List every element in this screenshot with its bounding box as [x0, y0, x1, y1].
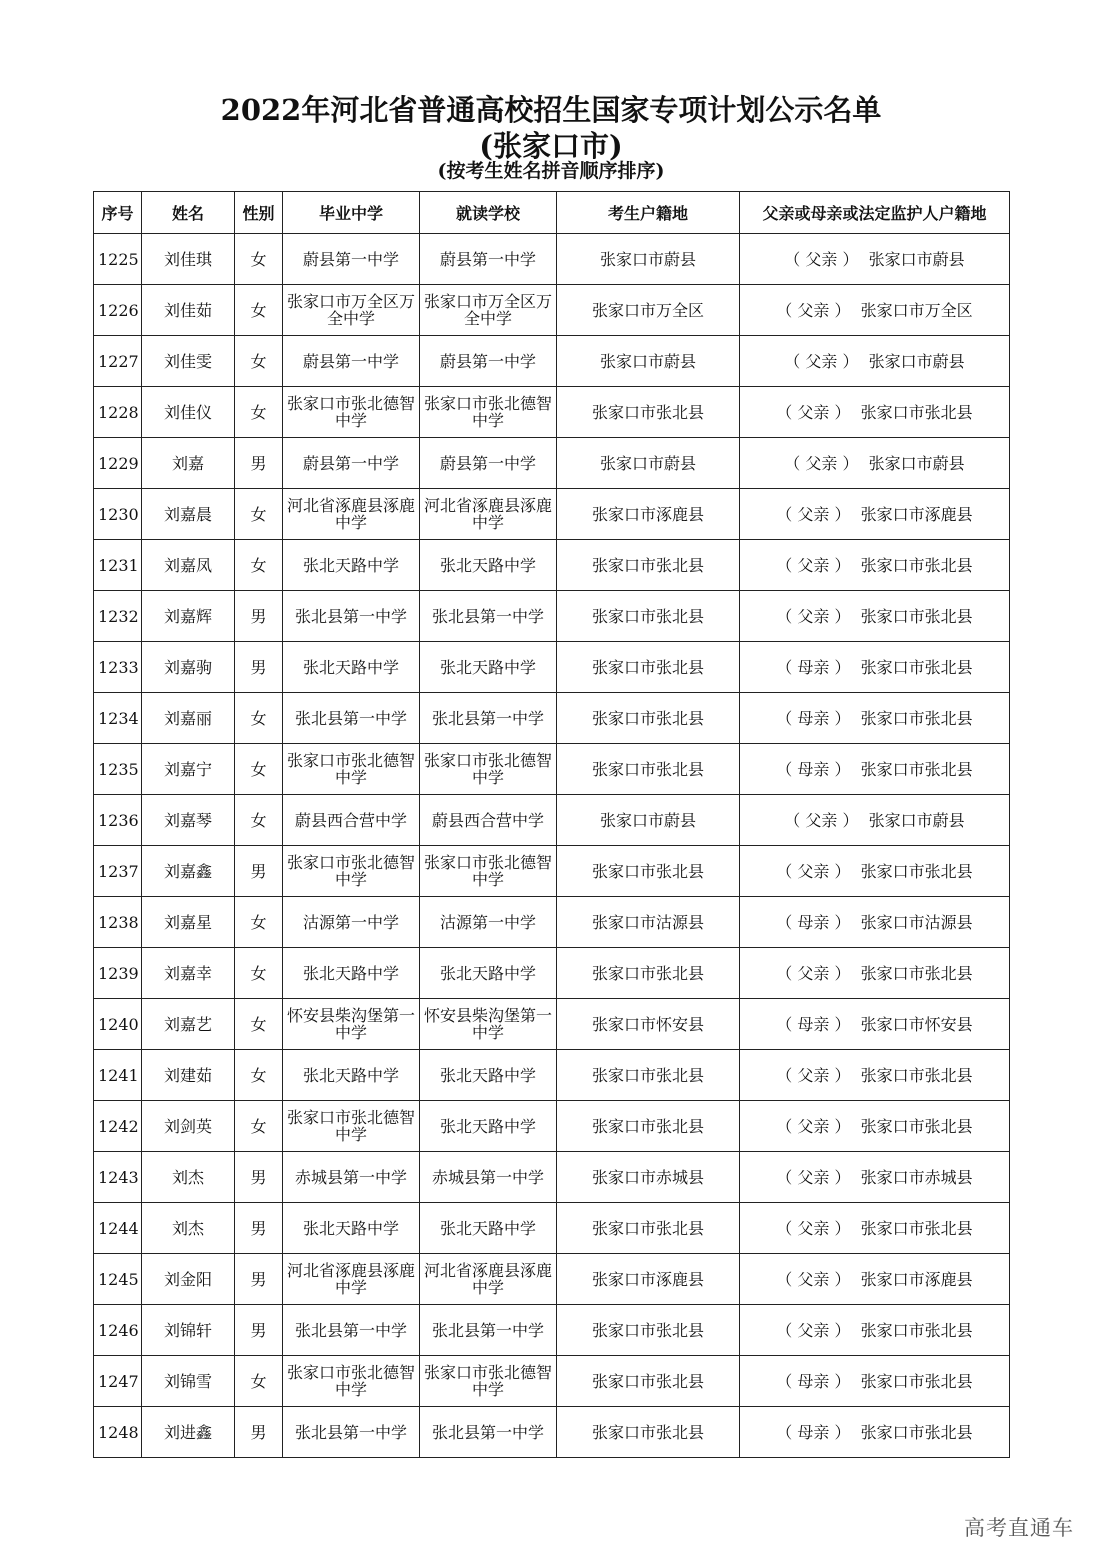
guardian-hukou-cell — [740, 1356, 1010, 1407]
gender-cell: 男 — [235, 846, 283, 897]
guardian-relation: 父亲 — [797, 963, 830, 983]
name-cell: 刘锦雪 — [142, 1356, 235, 1407]
current-school-cell: 张北县第一中学 — [420, 591, 557, 642]
guardian-hukou-cell — [740, 693, 1010, 744]
table-row — [94, 336, 1010, 387]
guardian-relation-wrapper: （ 父亲 ） 张家口市张北县 — [776, 555, 973, 575]
current-school-cell: 张北天路中学 — [420, 1203, 557, 1254]
current-school-cell: 沽源第一中学 — [420, 897, 557, 948]
serial-number-cell: 1248 — [94, 1407, 142, 1458]
table-row — [94, 1203, 1010, 1254]
guardian-relation: 母亲 — [797, 657, 830, 677]
table-row — [94, 948, 1010, 999]
name-cell: 刘佳仪 — [142, 387, 235, 438]
graduation-school-cell: 张北县第一中学 — [283, 591, 420, 642]
table-body — [94, 234, 1010, 1458]
serial-number-cell: 1238 — [94, 897, 142, 948]
guardian-relation-wrapper: （ 母亲 ） 张家口市张北县 — [776, 1422, 973, 1442]
guardian-relation: 母亲 — [797, 1014, 830, 1034]
guardian-hukou-cell — [740, 1203, 1010, 1254]
current-school-cell: 张北县第一中学 — [420, 1407, 557, 1458]
guardian-hukou-cell — [740, 1407, 1010, 1458]
guardian-hukou-place: 张家口市张北县 — [860, 963, 973, 983]
graduation-school-cell: 张家口市万全区万全中学 — [283, 285, 420, 336]
guardian-hukou-place: 张家口市涿鹿县 — [860, 504, 973, 524]
document-title: 2022年河北省普通高校招生国家专项计划公示名单 — [220, 93, 882, 127]
guardian-relation: 父亲 — [797, 1167, 830, 1187]
gender-cell: 女 — [235, 540, 283, 591]
document-subtitle-sort-note: (按考生姓名拼音顺序排序) — [437, 160, 665, 182]
candidate-hukou-cell: 张家口市沽源县 — [557, 897, 740, 948]
serial-number-cell: 1239 — [94, 948, 142, 999]
gender-cell: 女 — [235, 693, 283, 744]
serial-number-cell: 1243 — [94, 1152, 142, 1203]
current-school-cell: 张北天路中学 — [420, 1101, 557, 1152]
guardian-relation-wrapper: （ 父亲 ） 张家口市蔚县 — [784, 810, 965, 830]
document-subtitle-city: (张家口市) — [479, 129, 623, 163]
guardian-hukou-place: 张家口市蔚县 — [868, 249, 965, 269]
guardian-hukou-cell — [740, 1101, 1010, 1152]
gender-cell: 女 — [235, 999, 283, 1050]
graduation-school-cell: 张北天路中学 — [283, 948, 420, 999]
header-serial-number: 序号 — [94, 192, 142, 234]
gender-cell: 男 — [235, 438, 283, 489]
guardian-relation-wrapper: （ 父亲 ） 张家口市张北县 — [776, 606, 973, 626]
serial-number-cell: 1237 — [94, 846, 142, 897]
guardian-hukou-place: 张家口市张北县 — [860, 657, 973, 677]
current-school-cell: 蔚县第一中学 — [420, 336, 557, 387]
table-row — [94, 693, 1010, 744]
table-row — [94, 438, 1010, 489]
serial-number-cell: 1228 — [94, 387, 142, 438]
gender-cell: 女 — [235, 387, 283, 438]
guardian-relation-wrapper: （ 父亲 ） 张家口市张北县 — [776, 1116, 973, 1136]
candidate-hukou-cell: 张家口市张北县 — [557, 591, 740, 642]
guardian-relation-wrapper: （ 父亲 ） 张家口市张北县 — [776, 1218, 973, 1238]
name-cell: 刘佳琪 — [142, 234, 235, 285]
candidate-hukou-cell: 张家口市张北县 — [557, 1203, 740, 1254]
serial-number-cell: 1227 — [94, 336, 142, 387]
table-row — [94, 795, 1010, 846]
candidate-hukou-cell: 张家口市涿鹿县 — [557, 1254, 740, 1305]
current-school-cell: 张北天路中学 — [420, 642, 557, 693]
guardian-hukou-place: 张家口市张北县 — [860, 555, 973, 575]
guardian-relation-wrapper: （ 父亲 ） 张家口市张北县 — [776, 1065, 973, 1085]
name-cell: 刘嘉幸 — [142, 948, 235, 999]
table-header — [94, 192, 1010, 234]
guardian-relation: 母亲 — [797, 912, 830, 932]
serial-number-cell: 1240 — [94, 999, 142, 1050]
guardian-hukou-place: 张家口市张北县 — [860, 1422, 973, 1442]
guardian-hukou-place: 张家口市蔚县 — [868, 810, 965, 830]
serial-number-cell: 1246 — [94, 1305, 142, 1356]
serial-number-cell: 1226 — [94, 285, 142, 336]
candidate-hukou-cell: 张家口市张北县 — [557, 387, 740, 438]
header-name: 姓名 — [142, 192, 235, 234]
graduation-school-cell: 沽源第一中学 — [283, 897, 420, 948]
current-school-cell: 张北天路中学 — [420, 948, 557, 999]
guardian-relation-wrapper: （ 父亲 ） 张家口市张北县 — [776, 963, 973, 983]
gender-cell: 女 — [235, 897, 283, 948]
current-school-cell: 张北县第一中学 — [420, 1305, 557, 1356]
serial-number-cell: 1235 — [94, 744, 142, 795]
guardian-relation: 父亲 — [797, 1218, 830, 1238]
name-cell: 刘嘉晨 — [142, 489, 235, 540]
guardian-relation-wrapper: （ 母亲 ） 张家口市张北县 — [776, 1371, 973, 1391]
serial-number-cell: 1245 — [94, 1254, 142, 1305]
gender-cell: 女 — [235, 1356, 283, 1407]
guardian-hukou-place: 张家口市蔚县 — [868, 453, 965, 473]
current-school-cell: 张家口市张北德智中学 — [420, 1356, 557, 1407]
table-row — [94, 897, 1010, 948]
table-row — [94, 1152, 1010, 1203]
graduation-school-cell: 蔚县第一中学 — [283, 336, 420, 387]
guardian-relation: 父亲 — [797, 555, 830, 575]
name-cell: 刘嘉琴 — [142, 795, 235, 846]
guardian-hukou-cell — [740, 489, 1010, 540]
guardian-hukou-place: 张家口市张北县 — [860, 1065, 973, 1085]
guardian-hukou-cell — [740, 846, 1010, 897]
header-graduation-school: 毕业中学 — [283, 192, 420, 234]
candidate-hukou-cell: 张家口市张北县 — [557, 1101, 740, 1152]
guardian-relation-wrapper: （ 父亲 ） 张家口市张北县 — [776, 861, 973, 881]
name-cell: 刘嘉丽 — [142, 693, 235, 744]
current-school-cell: 河北省涿鹿县涿鹿中学 — [420, 1254, 557, 1305]
guardian-hukou-cell — [740, 744, 1010, 795]
gender-cell: 女 — [235, 336, 283, 387]
candidate-hukou-cell: 张家口市张北县 — [557, 1050, 740, 1101]
serial-number-cell: 1231 — [94, 540, 142, 591]
graduation-school-cell: 张北天路中学 — [283, 1203, 420, 1254]
name-cell: 刘剑英 — [142, 1101, 235, 1152]
gender-cell: 女 — [235, 285, 283, 336]
table-row — [94, 744, 1010, 795]
guardian-relation-wrapper: （ 父亲 ） 张家口市涿鹿县 — [776, 1269, 973, 1289]
table-row — [94, 846, 1010, 897]
guardian-relation: 父亲 — [797, 300, 830, 320]
guardian-relation: 父亲 — [805, 351, 838, 371]
graduation-school-cell: 蔚县西合营中学 — [283, 795, 420, 846]
table-row — [94, 999, 1010, 1050]
current-school-cell: 河北省涿鹿县涿鹿中学 — [420, 489, 557, 540]
graduation-school-cell: 张北县第一中学 — [283, 1305, 420, 1356]
current-school-cell: 张家口市张北德智中学 — [420, 387, 557, 438]
gender-cell: 男 — [235, 1305, 283, 1356]
guardian-relation-wrapper: （ 母亲 ） 张家口市怀安县 — [776, 1014, 973, 1034]
graduation-school-cell: 河北省涿鹿县涿鹿中学 — [283, 1254, 420, 1305]
gender-cell: 女 — [235, 948, 283, 999]
graduation-school-cell: 怀安县柴沟堡第一中学 — [283, 999, 420, 1050]
gender-cell: 女 — [235, 795, 283, 846]
guardian-hukou-place: 张家口市张北县 — [860, 1371, 973, 1391]
graduation-school-cell: 张北县第一中学 — [283, 693, 420, 744]
graduation-school-cell: 张北天路中学 — [283, 540, 420, 591]
candidate-hukou-cell: 张家口市蔚县 — [557, 795, 740, 846]
candidate-hukou-cell: 张家口市张北县 — [557, 846, 740, 897]
serial-number-cell: 1225 — [94, 234, 142, 285]
guardian-relation: 父亲 — [805, 453, 838, 473]
header-candidate-hukou: 考生户籍地 — [557, 192, 740, 234]
table-row — [94, 642, 1010, 693]
guardian-relation-wrapper: （ 父亲 ） 张家口市蔚县 — [784, 453, 965, 473]
table-row — [94, 234, 1010, 285]
serial-number-cell: 1229 — [94, 438, 142, 489]
candidate-hukou-cell: 张家口市蔚县 — [557, 336, 740, 387]
gender-cell: 男 — [235, 1152, 283, 1203]
guardian-hukou-place: 张家口市沽源县 — [860, 912, 973, 932]
name-cell: 刘嘉鑫 — [142, 846, 235, 897]
candidate-hukou-cell: 张家口市张北县 — [557, 948, 740, 999]
guardian-relation: 父亲 — [797, 504, 830, 524]
guardian-hukou-place: 张家口市怀安县 — [860, 1014, 973, 1034]
guardian-relation: 母亲 — [797, 759, 830, 779]
gender-cell: 男 — [235, 1407, 283, 1458]
guardian-relation-wrapper: （ 父亲 ） 张家口市蔚县 — [784, 249, 965, 269]
gender-cell: 女 — [235, 489, 283, 540]
candidate-hukou-cell: 张家口市张北县 — [557, 744, 740, 795]
name-cell: 刘金阳 — [142, 1254, 235, 1305]
graduation-school-cell: 张北县第一中学 — [283, 1407, 420, 1458]
guardian-hukou-place: 张家口市张北县 — [860, 1320, 973, 1340]
graduation-school-cell: 张家口市张北德智中学 — [283, 1356, 420, 1407]
guardian-hukou-place: 张家口市张北县 — [860, 861, 973, 881]
graduation-school-cell: 张家口市张北德智中学 — [283, 846, 420, 897]
candidate-hukou-cell: 张家口市万全区 — [557, 285, 740, 336]
guardian-hukou-cell — [740, 387, 1010, 438]
guardian-relation: 父亲 — [805, 810, 838, 830]
guardian-hukou-cell — [740, 336, 1010, 387]
current-school-cell: 张家口市张北德智中学 — [420, 846, 557, 897]
name-cell: 刘嘉凤 — [142, 540, 235, 591]
gender-cell: 男 — [235, 591, 283, 642]
gender-cell: 女 — [235, 1101, 283, 1152]
candidate-hukou-cell: 张家口市怀安县 — [557, 999, 740, 1050]
guardian-relation: 父亲 — [797, 606, 830, 626]
guardian-relation: 父亲 — [797, 1116, 830, 1136]
guardian-hukou-cell — [740, 1305, 1010, 1356]
guardian-relation: 父亲 — [797, 402, 830, 422]
candidate-hukou-cell: 张家口市张北县 — [557, 642, 740, 693]
guardian-relation: 父亲 — [805, 249, 838, 269]
guardian-hukou-place: 张家口市张北县 — [860, 759, 973, 779]
guardian-hukou-cell — [740, 234, 1010, 285]
name-cell: 刘嘉宁 — [142, 744, 235, 795]
table-row — [94, 1356, 1010, 1407]
guardian-hukou-place: 张家口市张北县 — [860, 402, 973, 422]
current-school-cell: 怀安县柴沟堡第一中学 — [420, 999, 557, 1050]
name-cell: 刘佳茹 — [142, 285, 235, 336]
current-school-cell: 张北县第一中学 — [420, 693, 557, 744]
name-cell: 刘嘉星 — [142, 897, 235, 948]
candidate-hukou-cell: 张家口市涿鹿县 — [557, 489, 740, 540]
guardian-hukou-cell — [740, 540, 1010, 591]
serial-number-cell: 1233 — [94, 642, 142, 693]
candidate-hukou-cell: 张家口市张北县 — [557, 1356, 740, 1407]
guardian-hukou-cell — [740, 948, 1010, 999]
guardian-relation: 母亲 — [797, 1371, 830, 1391]
candidate-hukou-cell: 张家口市蔚县 — [557, 438, 740, 489]
candidate-table — [93, 191, 1010, 1458]
gender-cell: 女 — [235, 234, 283, 285]
guardian-hukou-cell — [740, 1152, 1010, 1203]
serial-number-cell: 1234 — [94, 693, 142, 744]
serial-number-cell: 1230 — [94, 489, 142, 540]
candidate-hukou-cell: 张家口市蔚县 — [557, 234, 740, 285]
name-cell: 刘杰 — [142, 1152, 235, 1203]
table-row — [94, 285, 1010, 336]
guardian-relation: 父亲 — [797, 1065, 830, 1085]
serial-number-cell: 1236 — [94, 795, 142, 846]
guardian-relation-wrapper: （ 母亲 ） 张家口市沽源县 — [776, 912, 973, 932]
guardian-relation-wrapper: （ 母亲 ） 张家口市张北县 — [776, 657, 973, 677]
name-cell: 刘嘉驹 — [142, 642, 235, 693]
guardian-hukou-place: 张家口市张北县 — [860, 708, 973, 728]
guardian-relation: 父亲 — [797, 1320, 830, 1340]
candidate-hukou-cell: 张家口市张北县 — [557, 1407, 740, 1458]
guardian-hukou-place: 张家口市张北县 — [860, 606, 973, 626]
name-cell: 刘建茹 — [142, 1050, 235, 1101]
name-cell: 刘嘉艺 — [142, 999, 235, 1050]
candidate-hukou-cell: 张家口市张北县 — [557, 693, 740, 744]
graduation-school-cell: 赤城县第一中学 — [283, 1152, 420, 1203]
table-row — [94, 1305, 1010, 1356]
graduation-school-cell: 蔚县第一中学 — [283, 438, 420, 489]
table-row — [94, 489, 1010, 540]
guardian-hukou-place: 张家口市涿鹿县 — [860, 1269, 973, 1289]
current-school-cell: 蔚县西合营中学 — [420, 795, 557, 846]
current-school-cell: 张北天路中学 — [420, 1050, 557, 1101]
candidate-hukou-cell: 张家口市张北县 — [557, 540, 740, 591]
name-cell: 刘锦轩 — [142, 1305, 235, 1356]
table-row — [94, 1050, 1010, 1101]
current-school-cell: 蔚县第一中学 — [420, 438, 557, 489]
serial-number-cell: 1241 — [94, 1050, 142, 1101]
header-row — [94, 192, 1010, 234]
guardian-relation-wrapper: （ 父亲 ） 张家口市涿鹿县 — [776, 504, 973, 524]
serial-number-cell: 1232 — [94, 591, 142, 642]
current-school-cell: 张家口市万全区万全中学 — [420, 285, 557, 336]
current-school-cell: 张家口市张北德智中学 — [420, 744, 557, 795]
serial-number-cell: 1242 — [94, 1101, 142, 1152]
guardian-relation-wrapper: （ 父亲 ） 张家口市万全区 — [776, 300, 973, 320]
table-row — [94, 591, 1010, 642]
candidate-hukou-cell: 张家口市赤城县 — [557, 1152, 740, 1203]
table-row — [94, 540, 1010, 591]
guardian-hukou-place: 张家口市蔚县 — [868, 351, 965, 371]
serial-number-cell: 1247 — [94, 1356, 142, 1407]
graduation-school-cell: 蔚县第一中学 — [283, 234, 420, 285]
guardian-relation: 母亲 — [797, 708, 830, 728]
table-row — [94, 1407, 1010, 1458]
current-school-cell: 张北天路中学 — [420, 540, 557, 591]
guardian-hukou-cell — [740, 1254, 1010, 1305]
guardian-hukou-cell — [740, 285, 1010, 336]
gender-cell: 男 — [235, 1203, 283, 1254]
table-row — [94, 1254, 1010, 1305]
header-guardian-hukou: 父亲或母亲或法定监护人户籍地 — [740, 192, 1010, 234]
guardian-relation: 父亲 — [797, 1269, 830, 1289]
current-school-cell: 蔚县第一中学 — [420, 234, 557, 285]
current-school-cell: 赤城县第一中学 — [420, 1152, 557, 1203]
table-row — [94, 387, 1010, 438]
header-gender: 性别 — [235, 192, 283, 234]
graduation-school-cell: 张家口市张北德智中学 — [283, 1101, 420, 1152]
guardian-relation-wrapper: （ 母亲 ） 张家口市张北县 — [776, 708, 973, 728]
guardian-hukou-cell — [740, 591, 1010, 642]
gender-cell: 男 — [235, 642, 283, 693]
watermark-text: 高考直通车 — [964, 1516, 1074, 1540]
gender-cell: 男 — [235, 1254, 283, 1305]
guardian-hukou-place: 张家口市张北县 — [860, 1218, 973, 1238]
guardian-relation: 母亲 — [797, 1422, 830, 1442]
guardian-hukou-cell — [740, 897, 1010, 948]
gender-cell: 女 — [235, 1050, 283, 1101]
guardian-hukou-cell — [740, 642, 1010, 693]
guardian-relation-wrapper: （ 父亲 ） 张家口市蔚县 — [784, 351, 965, 371]
guardian-hukou-cell — [740, 795, 1010, 846]
guardian-relation-wrapper: （ 父亲 ） 张家口市赤城县 — [776, 1167, 973, 1187]
guardian-hukou-cell — [740, 999, 1010, 1050]
name-cell: 刘杰 — [142, 1203, 235, 1254]
guardian-hukou-cell — [740, 1050, 1010, 1101]
graduation-school-cell: 张家口市张北德智中学 — [283, 387, 420, 438]
guardian-relation: 父亲 — [797, 861, 830, 881]
gender-cell: 女 — [235, 744, 283, 795]
graduation-school-cell: 张家口市张北德智中学 — [283, 744, 420, 795]
name-cell: 刘嘉辉 — [142, 591, 235, 642]
name-cell: 刘佳雯 — [142, 336, 235, 387]
guardian-hukou-place: 张家口市张北县 — [860, 1116, 973, 1136]
serial-number-cell: 1244 — [94, 1203, 142, 1254]
header-current-school: 就读学校 — [420, 192, 557, 234]
name-cell: 刘嘉 — [142, 438, 235, 489]
table-row — [94, 1101, 1010, 1152]
candidate-hukou-cell: 张家口市张北县 — [557, 1305, 740, 1356]
guardian-hukou-cell — [740, 438, 1010, 489]
graduation-school-cell: 河北省涿鹿县涿鹿中学 — [283, 489, 420, 540]
graduation-school-cell: 张北天路中学 — [283, 1050, 420, 1101]
guardian-relation-wrapper: （ 父亲 ） 张家口市张北县 — [776, 402, 973, 422]
guardian-hukou-place: 张家口市万全区 — [860, 300, 973, 320]
graduation-school-cell: 张北天路中学 — [283, 642, 420, 693]
name-cell: 刘进鑫 — [142, 1407, 235, 1458]
guardian-relation-wrapper: （ 父亲 ） 张家口市张北县 — [776, 1320, 973, 1340]
guardian-hukou-place: 张家口市赤城县 — [860, 1167, 973, 1187]
guardian-relation-wrapper: （ 母亲 ） 张家口市张北县 — [776, 759, 973, 779]
